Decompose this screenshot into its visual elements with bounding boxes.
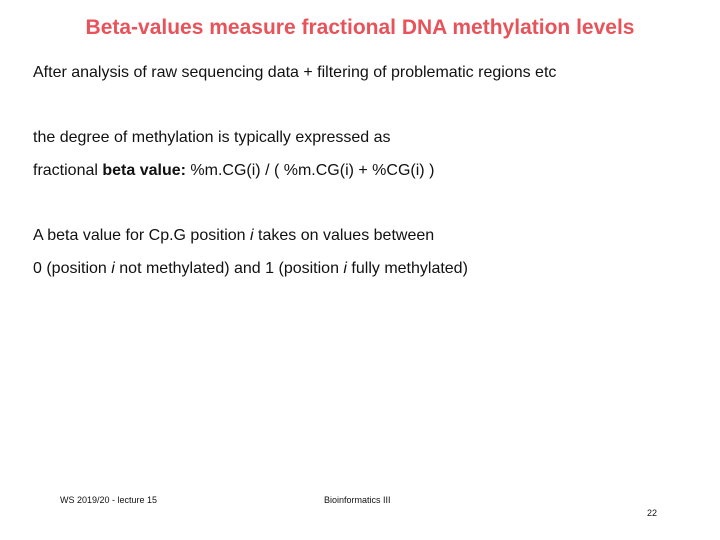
footer-lecture-label: WS 2019/20 - lecture 15	[60, 495, 158, 505]
beta-formula-text: %m.CG(i) / ( %m.CG(i) + %CG(i) )	[185, 162, 435, 179]
body-line-analysis: After analysis of raw sequencing data + filtering of problematic regions etc	[33, 64, 557, 81]
body-line-beta-formula	[33, 162, 434, 180]
slide-title: Beta-values measure fractional DNA methylation levels	[85, 16, 635, 39]
cpg-prefix-text: A beta value for Cp.G position	[33, 227, 251, 244]
beta-prefix-text: fractional	[33, 162, 103, 179]
cpg-suffix-text: takes on values between	[253, 227, 435, 244]
beta-value-term: beta value:	[102, 162, 186, 179]
footer-course-label: Bioinformatics III	[324, 495, 391, 505]
position-variable: i	[111, 260, 115, 277]
position-variable: i	[250, 227, 254, 244]
body-line-value-range	[33, 260, 468, 278]
range-part-2: not methylated) and 1 (position	[114, 260, 344, 277]
body-line-degree: the degree of methylation is typically expressed as	[33, 129, 391, 146]
range-part-3: fully methylated)	[346, 260, 468, 277]
page-number: 22	[647, 508, 658, 518]
body-line-cpg-position	[33, 227, 434, 245]
position-variable: i	[343, 260, 347, 277]
range-part-1: 0 (position	[33, 260, 112, 277]
